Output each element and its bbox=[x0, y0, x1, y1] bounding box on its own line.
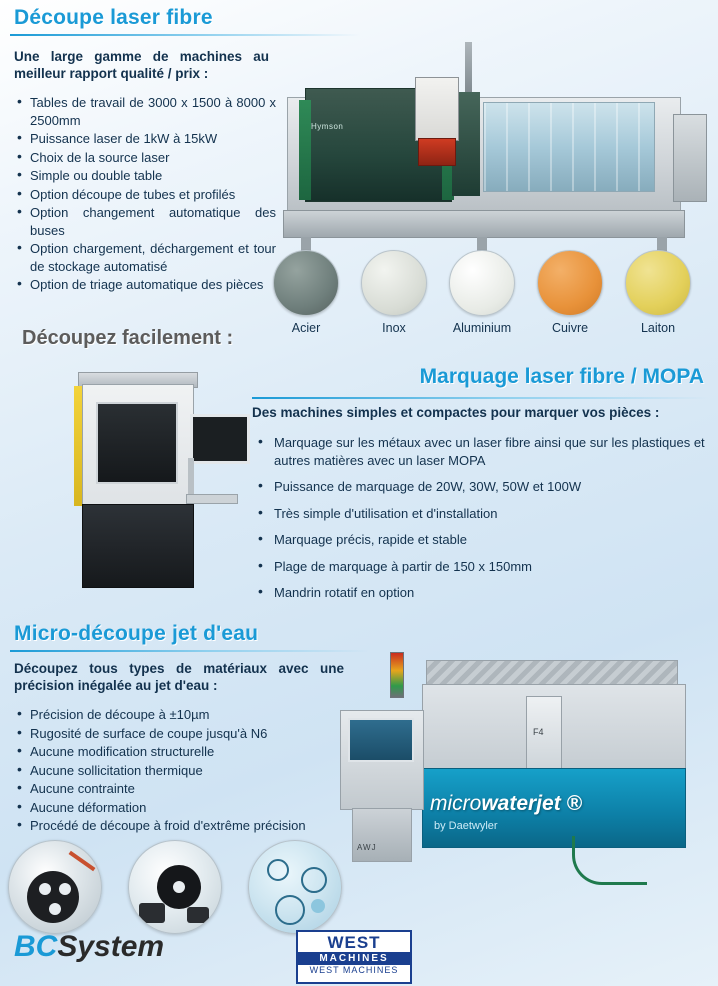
machine-monitor bbox=[190, 414, 250, 464]
list-item: • Aucune déformation bbox=[14, 799, 359, 817]
section-title-laser: Découpe laser fibre bbox=[14, 6, 213, 29]
cutting-head bbox=[526, 696, 562, 772]
list-item: • Choix de la source laser bbox=[14, 149, 276, 167]
machine-accent-left bbox=[299, 100, 311, 200]
machine-window bbox=[483, 102, 655, 192]
list-item: • Mandrin rotatif en option bbox=[252, 584, 708, 602]
section-divider-marquage bbox=[252, 397, 708, 399]
company-logo-prefix: BC bbox=[14, 930, 58, 963]
machine-brand-label bbox=[430, 792, 582, 816]
sample-part-2 bbox=[128, 840, 222, 934]
list-item: • Aucune modification structurelle bbox=[14, 743, 359, 761]
list-item: • Marquage précis, rapide et stable bbox=[252, 531, 708, 549]
panel-label: F4 bbox=[533, 727, 544, 737]
list-item: • Aucune sollicitation thermique bbox=[14, 762, 359, 780]
signal-tower-icon bbox=[390, 652, 404, 698]
laser-marking-machine-image bbox=[40, 368, 245, 600]
list-item: • Puissance de marquage de 20W, 30W, 50W et 100W bbox=[252, 478, 708, 496]
material-cuivre bbox=[536, 250, 604, 335]
list-item: • Procédé de découpe à froid d'extrême précision bbox=[14, 817, 359, 835]
section-divider-waterjet bbox=[10, 650, 370, 652]
machine-window bbox=[96, 402, 178, 484]
cnc-base bbox=[352, 808, 412, 862]
list-item: • Plage de marquage à partir de 150 x 150mm bbox=[252, 558, 708, 576]
material-label: Inox bbox=[382, 321, 406, 335]
section-subtitle-decoupez: Découpez facilement : bbox=[22, 327, 234, 349]
list-item: • Option découpe de tubes et profilés bbox=[14, 186, 276, 204]
feature-list-laser bbox=[14, 94, 276, 295]
machine-brand-label: Hymson bbox=[311, 122, 344, 131]
machine-keyboard bbox=[186, 494, 238, 504]
material-swatch bbox=[361, 250, 427, 316]
brand-suffix: waterjet ® bbox=[481, 792, 583, 815]
west-logo-line2: MACHINES bbox=[298, 952, 410, 965]
list-item: • Aucune contrainte bbox=[14, 780, 359, 798]
section-lead-waterjet: Découpez tous types de matériaux avec une précision inégalée au jet d'eau : bbox=[14, 661, 344, 693]
list-item: • Rugosité de surface de coupe jusqu'à N6 bbox=[14, 725, 359, 743]
sample-part-1 bbox=[8, 840, 102, 934]
list-item: • Précision de découpe à ±10µm bbox=[14, 706, 359, 724]
list-item: • Tables de travail de 3000 x 1500 à 8000 x 2500mm bbox=[14, 94, 276, 129]
section-lead-marquage: Des machines simples et compactes pour marquer vos pièces : bbox=[252, 405, 660, 420]
material-acier bbox=[272, 250, 340, 335]
cnc-screen bbox=[348, 718, 414, 762]
material-swatch bbox=[449, 250, 515, 316]
material-swatch bbox=[273, 250, 339, 316]
section-lead-laser: Une large gamme de machines au meilleur rapport qualité / prix : bbox=[14, 49, 269, 81]
machine-mast bbox=[465, 42, 472, 94]
section-title-waterjet: Micro-découpe jet d'eau bbox=[14, 622, 259, 645]
laser-cutting-machine-image bbox=[277, 42, 709, 257]
material-label: Laiton bbox=[640, 321, 676, 335]
material-laiton bbox=[624, 250, 692, 335]
sample-part-3 bbox=[248, 840, 342, 934]
materials-row bbox=[272, 250, 712, 355]
machine-brand-sub: by Daetwyler bbox=[434, 820, 498, 832]
material-aluminium bbox=[448, 250, 516, 335]
waterjet-machine-image bbox=[330, 648, 710, 883]
machine-column bbox=[74, 386, 82, 506]
feature-list-waterjet bbox=[14, 706, 359, 836]
sample-parts-row bbox=[8, 840, 358, 936]
material-inox bbox=[360, 250, 428, 335]
machine-table bbox=[283, 210, 685, 238]
material-swatch bbox=[537, 250, 603, 316]
material-label: Cuivre bbox=[551, 321, 589, 335]
hose bbox=[572, 836, 647, 885]
machine-control-screen bbox=[418, 138, 456, 166]
section-title-marquage: Marquage laser fibre / MOPA bbox=[419, 365, 704, 388]
material-swatch bbox=[625, 250, 691, 316]
list-item: • Option chargement, déchargement et tour de stockage automatisé bbox=[14, 240, 276, 275]
material-label: Acier bbox=[291, 321, 321, 335]
west-machines-logo bbox=[296, 930, 412, 984]
list-item: • Option de triage automatique des pièces bbox=[14, 276, 276, 294]
section-divider-laser bbox=[10, 34, 360, 36]
company-logo-suffix: System bbox=[57, 930, 165, 963]
west-logo-line3: WEST MACHINES bbox=[309, 965, 399, 975]
side-label: AWJ bbox=[357, 843, 377, 852]
list-item: • Puissance laser de 1kW à 15kW bbox=[14, 130, 276, 148]
list-item: • Option changement automatique des buses bbox=[14, 204, 276, 239]
company-logo bbox=[14, 930, 164, 964]
feature-list-marquage bbox=[252, 434, 708, 611]
monitor-arm bbox=[188, 458, 194, 494]
brand-prefix: micro bbox=[430, 792, 482, 815]
machine-side-module bbox=[673, 114, 707, 202]
west-logo-line1: WEST bbox=[327, 933, 381, 952]
list-item: • Très simple d'utilisation et d'installation bbox=[252, 505, 708, 523]
list-item: • Marquage sur les métaux avec un laser fibre ainsi que sur les plastiques et autres matières avec un laser MOPA bbox=[252, 434, 708, 469]
machine-base bbox=[82, 504, 194, 588]
list-item: • Simple ou double table bbox=[14, 167, 276, 185]
machine-control-panel bbox=[415, 77, 459, 141]
material-label: Aluminium bbox=[452, 321, 512, 335]
